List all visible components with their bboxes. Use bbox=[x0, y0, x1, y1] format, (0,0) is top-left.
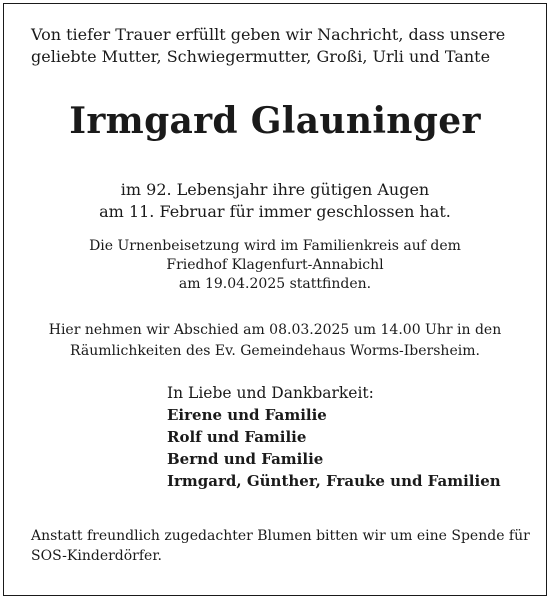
donation-note bbox=[31, 526, 530, 566]
death-line: am 11. Februar für immer geschlossen hat. bbox=[99, 202, 451, 221]
mourners-heading: In Liebe und Dankbarkeit: bbox=[167, 384, 374, 402]
burial-line: Die Urnenbeisetzung wird im Familienkreis auf dem bbox=[89, 238, 461, 254]
burial-line: am 19.04.2025 stattfinden. bbox=[178, 276, 372, 292]
deceased-name: Irmgard Glauninger bbox=[69, 100, 481, 142]
mourner-name: Bernd und Familie bbox=[167, 450, 324, 468]
intro-line: Von tiefer Trauer erfüllt geben wir Nachricht, dass unsere bbox=[31, 25, 506, 44]
farewell-line: Hier nehmen wir Abschied am 08.03.2025 um 14.00 Uhr in den bbox=[48, 322, 502, 338]
mourner-name: Eirene und Familie bbox=[167, 406, 327, 424]
burial-info bbox=[4, 237, 546, 294]
intro-line: geliebte Mutter, Schwiegermutter, Großi, Urli und Tante bbox=[31, 47, 491, 66]
mourner-name: Rolf und Familie bbox=[167, 428, 307, 446]
mourner-name: Irmgard, Günther, Frauke und Familien bbox=[167, 472, 501, 490]
obituary-notice bbox=[3, 3, 547, 596]
farewell-line: Räumlichkeiten des Ev. Gemeindehaus Worms-Ibersheim. bbox=[70, 343, 480, 359]
donation-line: SOS-Kinderdörfer. bbox=[31, 548, 162, 564]
death-line: im 92. Lebensjahr ihre gütigen Augen bbox=[120, 180, 430, 199]
donation-line: Anstatt freundlich zugedachter Blumen bitten wir um eine Spende für bbox=[31, 528, 530, 544]
intro-text bbox=[31, 24, 505, 68]
farewell-info bbox=[4, 320, 546, 362]
death-announcement bbox=[4, 179, 546, 223]
burial-line: Friedhof Klagenfurt-Annabichl bbox=[166, 257, 384, 273]
mourners-block bbox=[167, 382, 501, 492]
